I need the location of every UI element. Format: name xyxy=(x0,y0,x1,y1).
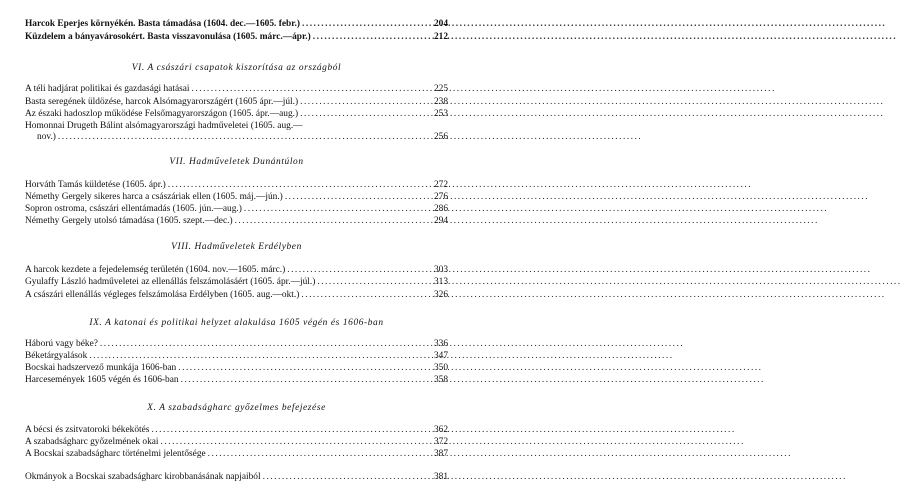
entry-page: 286 xyxy=(433,204,448,214)
entry-page: 387 xyxy=(433,449,448,459)
dot-leader xyxy=(58,132,432,143)
entry-title: A Bocskai szabadságharc történelmi jelentősége xyxy=(25,449,206,459)
entry-page: 303 xyxy=(433,265,448,275)
toc-entry xyxy=(25,180,448,191)
dot-leader xyxy=(235,216,432,227)
entry-page: 204 xyxy=(433,19,448,29)
entry-title-line2: nov.) xyxy=(37,132,56,142)
section-heading: IX. A katonai és politikai helyzet alakulása 1605 végén és 1606-ban xyxy=(89,318,384,328)
entry-page: 294 xyxy=(433,216,448,226)
entry-page: 225 xyxy=(433,84,448,94)
toc-entry xyxy=(25,204,448,215)
entry-page: 238 xyxy=(433,97,448,107)
entry-title: Okmányok a Bocskai szabadságharc kirobbanásának napjaiból xyxy=(25,472,261,482)
entry-title: Küzdelem a bányavárosokért. Basta visszavonulása (1605. márc.—ápr.) xyxy=(25,32,311,42)
dot-leader xyxy=(300,97,432,108)
dot-leader xyxy=(178,363,432,374)
dot-leader xyxy=(151,425,431,436)
entry-title: Horváth Tamás küldetése (1605. ápr.) xyxy=(25,180,166,190)
entry-page: 336 xyxy=(433,339,448,349)
section-heading: VI. A császári csapatok kiszorítása az országból xyxy=(131,63,342,73)
toc-entry xyxy=(25,121,448,143)
entry-page: 253 xyxy=(433,109,448,119)
dot-leader xyxy=(302,19,432,30)
toc-entry xyxy=(25,437,448,448)
dot-leader xyxy=(285,192,432,203)
dot-leader xyxy=(300,109,432,120)
toc-entry xyxy=(25,97,448,108)
dot-leader xyxy=(100,339,432,350)
dot-leader xyxy=(317,277,432,288)
entry-page: 326 xyxy=(433,290,448,300)
entry-page: 272 xyxy=(433,180,448,190)
dot-leader xyxy=(89,351,432,362)
dot-leader xyxy=(244,204,432,215)
entry-title: A téli hadjárat politikai és gazdasági hatásai xyxy=(25,84,190,94)
section-heading: VII. Hadműveletek Dunántúlon xyxy=(169,157,304,167)
section-heading: X. A szabadságharc győzelmes befejezése xyxy=(147,403,326,413)
entry-title: Béketárgyalások xyxy=(25,351,88,361)
entry-page: 362 xyxy=(433,425,448,435)
dot-leader xyxy=(208,449,432,460)
toc-entry xyxy=(25,449,448,460)
toc-entry xyxy=(25,19,448,30)
entry-title: A bécsi és zsitvatoroki békekötés xyxy=(25,425,150,435)
entry-page: 256 xyxy=(433,132,448,142)
toc-entry xyxy=(25,472,448,483)
entry-title: Bocskai hadszervező munkája 1606-ban xyxy=(25,363,177,373)
toc-entry xyxy=(25,425,448,436)
entry-title: A szabadságharc győzelmének okai xyxy=(25,437,159,447)
entry-title: Az északi hadoszlop működése Felsőmagyarországon (1605. ápr.—aug.) xyxy=(25,109,299,119)
entry-page: 313 xyxy=(433,277,448,287)
entry-title: Harcesemények 1605 végén és 1606-ban xyxy=(25,375,179,385)
entry-title-continuation xyxy=(25,132,448,143)
dot-leader xyxy=(181,375,432,386)
toc-entry xyxy=(25,339,448,350)
dot-leader xyxy=(313,32,432,43)
entry-page: 276 xyxy=(433,192,448,202)
entry-title: Homonnai Drugeth Bálint alsómagyarországi hadműveletei (1605. aug.— xyxy=(25,121,303,131)
toc-entry xyxy=(25,351,448,362)
entry-page: 212 xyxy=(433,32,448,42)
section-heading: VIII. Hadműveletek Erdélyben xyxy=(171,242,302,252)
entry-title: Basta seregének üldözése, harcok Alsómagyarországért (1605 ápr.—júl.) xyxy=(25,97,299,107)
entry-title: Gyulaffy László hadműveletei az ellenállás felszámolásáért (1605. ápr.—júl.) xyxy=(25,277,316,287)
toc-entry xyxy=(25,216,448,227)
dot-leader xyxy=(168,180,432,191)
toc-entry xyxy=(25,290,448,301)
toc-entry xyxy=(25,265,448,276)
toc-entry xyxy=(25,109,448,120)
entry-page: 350 xyxy=(433,363,448,373)
dot-leader xyxy=(287,265,432,276)
entry-title: A harcok kezdete a fejedelemség területén (1604. nov.—1605. márc.) xyxy=(25,265,286,275)
entry-title: Harcok Eperjes környékén. Basta támadása (1604. dec.—1605. febr.) xyxy=(25,19,300,29)
toc-entry xyxy=(25,84,448,95)
entry-title: Sopron ostroma, császári ellentámadás (1605. jún.—aug.) xyxy=(25,204,242,214)
entry-page: 347 xyxy=(433,351,448,361)
toc-entry xyxy=(25,32,448,43)
entry-title: Némethy Gergely utolsó támadása (1605. szept.—dec.) xyxy=(25,216,233,226)
dot-leader xyxy=(192,84,432,95)
toc-entry xyxy=(25,375,448,386)
toc-entry xyxy=(25,192,448,203)
dot-leader xyxy=(301,290,432,301)
toc-entry xyxy=(25,363,448,374)
entry-title: A császári ellenállás végleges felszámolása Erdélyben (1605. aug.—okt.) xyxy=(25,290,300,300)
entry-title: Némethy Gergely sikeres harca a császáriak ellen (1605. máj.—jún.) xyxy=(25,192,283,202)
entry-page: 358 xyxy=(433,375,448,385)
dot-leader xyxy=(161,437,432,448)
dot-leader xyxy=(263,472,432,483)
entry-page: 372 xyxy=(433,437,448,447)
toc-entry xyxy=(25,277,448,288)
entry-title: Háború vagy béke? xyxy=(25,339,98,349)
entry-page: 381 xyxy=(433,472,448,482)
